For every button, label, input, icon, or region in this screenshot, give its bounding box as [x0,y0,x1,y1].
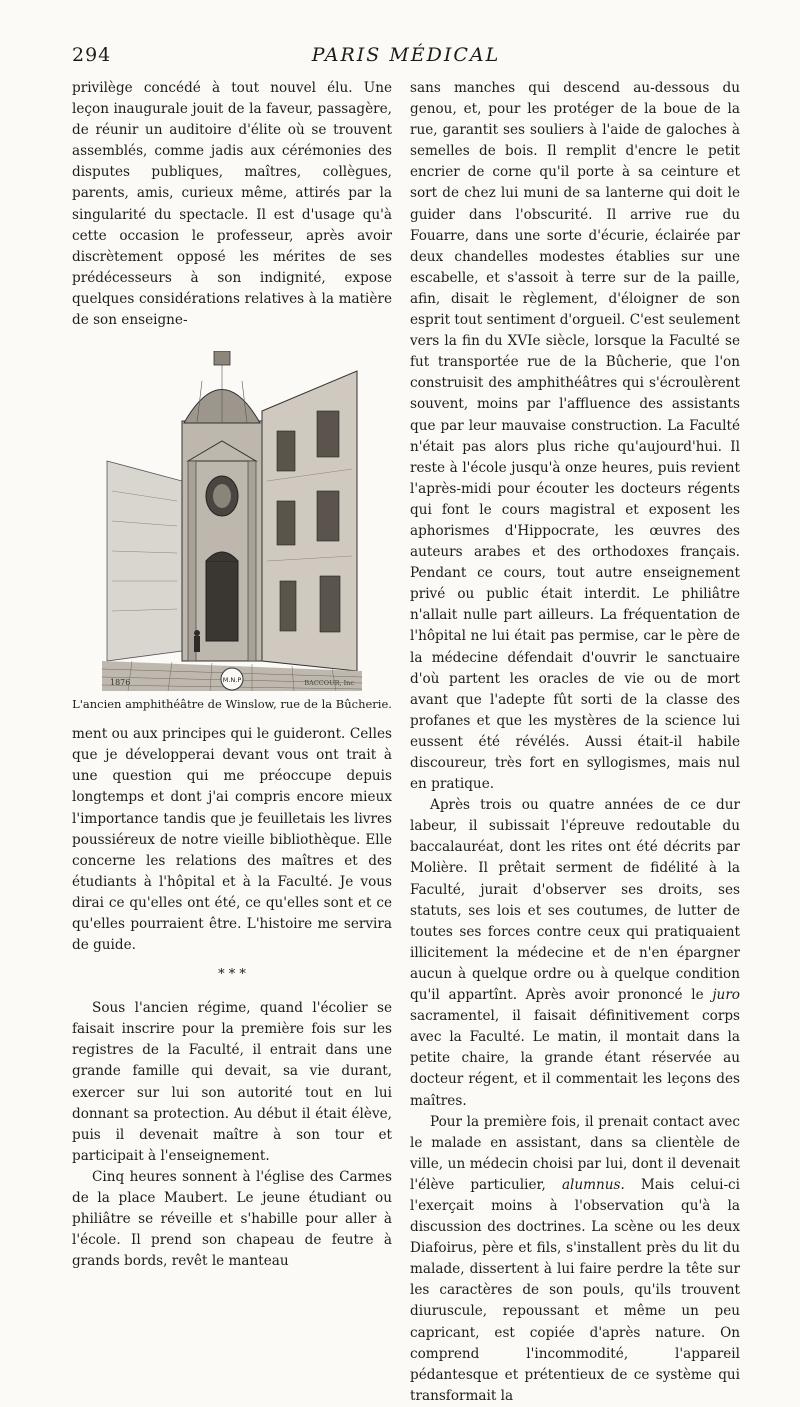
engraver-mark: BACCOUR, Inc [304,679,354,688]
paragraph-text: Pour la première fois, il prenait contact avec le malade en assistant, dans sa clientèle de ville, un médecin choisi par lui, dont il devenait l'élève particulier, [410,1113,740,1193]
page-header [72,44,740,72]
left-column [72,78,392,1272]
paragraph: privilège concédé à tout nouvel élu. Une leçon inaugurale jouit de la faveur, passagère, de réunir un auditoire d'élite où se trouvent assemblés, comme jadis aux cérémonies des disputes publiques, maîtres, collègues, parents, amis, curieux même, attirés par la singularité du spectacle. Il est d'usage qu'à cette occasion le professeur, après avoir discrètement opposé les mérites de ses prédécesseurs à son indignité, expose quelques considérations relatives à la matière de son enseigne- [72,80,392,329]
paragraph-text: Après trois ou quatre années de ce dur labeur, il subissait l'épreuve redoutable du baccalauréat, dont les rites ont été décrits par Molière. Il prêtait serment de fidélité à la Faculté, jurait d'observer ses droits, ses statuts, ses lois et ses coutumes, de lutter de toutes ses forces contre ceux qui pratiquaient illicitement la médecine et de n'en épargner aucun à quelque ordre ou à quelque condition qu'il appartînt. Après avoir prononcé le [410,797,740,1004]
library-stamp: M.N.P [222,676,242,685]
paragraph-text: Mais celui-ci l'exerçait moins à l'observation qu'à la discussion des doctrines. La scène ou les deux Diafoirus, père et fils, s'installent près du lit du malade, dissertent à lui faire perdre la tête sur les caractères de son pouls, qu'ils trouvent diuruscule, repoussant et même un peu capricant, est copiée d'après nature. On comprend l'incommodité, l'appareil pédantesque et prétentieux de ce système qui transformait la [410,1176,740,1404]
right-column [410,78,740,1407]
paragraph: Cinq heures sonnent à l'église des Carmes de la place Maubert. Le jeune étudiant ou philiâtre se réveille et s'habille pour aller à l'école. Il prend son chapeau de feutre à grands bords, revêt le manteau [72,1168,392,1270]
paragraph-text: sacramentel, il faisait définitivement corps avec la Faculté. Le matin, il montait dans la petite chaire, la grande étant réservée au docteur régent, et il commentait les leçons des maîtres. [410,1008,740,1109]
paragraph: Sous l'ancien régime, quand l'écolier se faisait inscrire pour la première fois sur les registres de la Faculté, il entrait dans une grande famille qui devait, sa vie durant, exercer sur lui son autorité tout en lui donnant sa protection. Au début il était élève, puis il devenait maître à son tour et participait à l'enseignement. [72,1000,392,1164]
engraving-figure [72,351,392,712]
section-separator: * * * [218,967,246,983]
paragraph [410,795,740,1111]
page-number: 294 [72,44,112,66]
paragraph: sans manches qui descend au-dessous du genou, et, pour les protéger de la boue de la rue, garantit ses souliers à l'aide de galoches à semelles de bois. Il remplit d'encre le petit encrier de corne qu'il porte à sa ceinture et sort de chez lui muni de sa lanterne qui doit le guider dans l'obscurité. Il arrive rue du Fouarre, dans une sorte d'écurie, éclairée par deux chandelles modestes établies sur une escabelle, et s'assoit à terre sur de la paille, afin, disait le règlement, d'éloigner de son esprit tout sentiment d'orgueil. C'est seulement vers la fin du XVIe siècle, lorsque la Faculté se fut transportée rue de la Bûcherie, que l'on construisit des amphithéâtres qui s'écroulèrent souvent, moins par l'affluence des assistants que par leur mauvaise construction. La Faculté n'était pas alors plus riche qu'aujourd'hui. Il reste à l'école jusqu'à onze heures, puis revient l'après-midi pour écouter les docteurs régents qui font le cours magistral et exposent les aphorismes d'Hippocrate, les œuvres des auteurs arabes et des orthodoxes français. Pendant ce cours, tout autre enseignement privé ou public était interdit. Le philiâtre n'allait nulle part ailleurs. La fréquentation de l'hôpital ne lui était pas permise, car le père de la médecine défendait d'ouvrir le sanctuaire d'où partent les oracles de vie ou de mort avant que l'adepte fût sorti de la classe des profanes et que les mystères de la science lui eussent été révélés. Aussi était-il habile discoureur, très fort en syllogismes, mais nul en pratique. [410,80,740,793]
running-title: PARIS MÉDICAL [311,44,501,66]
paragraph: ment ou aux principes qui le guideront. Celles que je développerai devant vous ont trait à une question qui me préoccupe depuis longtemps et dont j'ai compris encore mieux l'importance tandis que je feuilletais les livres poussiéreux de notre vieille bibliothèque. Elle concerne les relations des maîtres et des étudiants à l'hôpital et à la Faculté. Je vous dirai ce qu'elles ont été, ce qu'elles sont et ce qu'elles pourraient être. L'histoire me servira de guide. [72,726,392,954]
figure-caption: L'ancien amphithéâtre de Winslow, rue de la Bûcherie. [72,697,392,712]
amphitheatre-engraving [102,351,362,691]
paragraph [410,1112,740,1407]
latin-term: juro [712,987,740,1004]
latin-term: alumnus. [561,1176,625,1193]
engraving-year: 1876 [110,678,131,688]
